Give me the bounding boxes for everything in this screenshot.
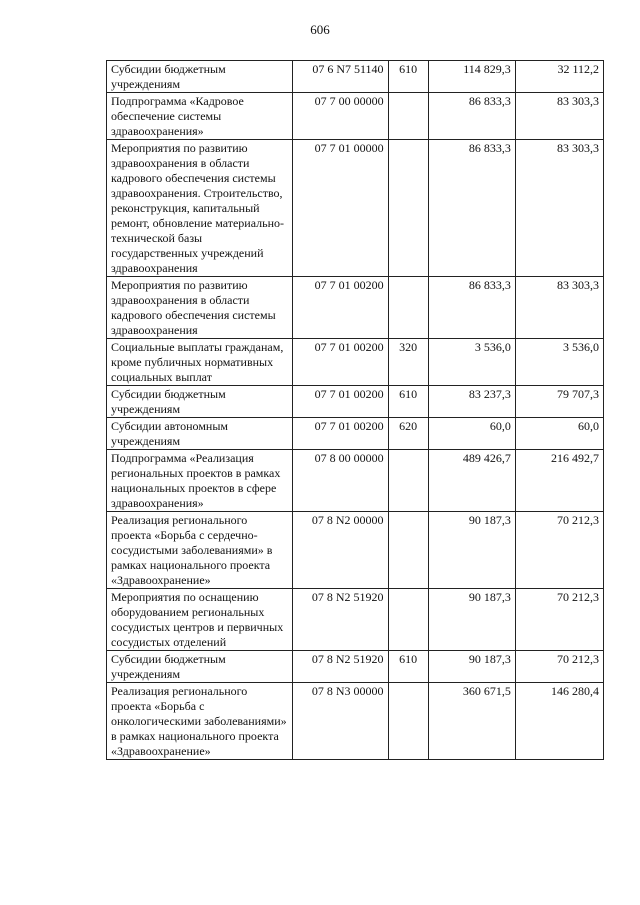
budget-table: [106, 60, 604, 760]
row-expense-type: [388, 140, 428, 277]
row-name: Подпрограмма «Кадровое обеспечение системы здравоохранения»: [107, 93, 293, 140]
row-amount-1: 3 536,0: [428, 339, 515, 386]
row-amount-2: 60,0: [515, 418, 603, 450]
row-amount-2: 146 280,4: [515, 683, 603, 760]
row-amount-2: 70 212,3: [515, 512, 603, 589]
row-name: Субсидии бюджетным учреждениям: [107, 386, 293, 418]
row-expense-type: [388, 589, 428, 651]
row-name: Мероприятия по развитию здравоохранения в области кадрового обеспечения системы здравоохранения: [107, 277, 293, 339]
row-name: Субсидии автономным учреждениям: [107, 418, 293, 450]
row-code: 07 7 00 00000: [293, 93, 388, 140]
table-row: [107, 339, 604, 386]
page-number: 606: [310, 22, 330, 37]
row-expense-type: [388, 450, 428, 512]
row-amount-1: 489 426,7: [428, 450, 515, 512]
table-row: [107, 61, 604, 93]
row-amount-2: 70 212,3: [515, 589, 603, 651]
row-amount-1: 360 671,5: [428, 683, 515, 760]
table-row: [107, 683, 604, 760]
table-row: [107, 512, 604, 589]
row-code: 07 8 N2 51920: [293, 589, 388, 651]
row-code: 07 7 01 00200: [293, 339, 388, 386]
row-code: 07 8 00 00000: [293, 450, 388, 512]
row-amount-2: 3 536,0: [515, 339, 603, 386]
row-amount-1: 90 187,3: [428, 589, 515, 651]
row-name: Реализация регионального проекта «Борьба с сердечно-сосудистыми заболеваниями» в рамках национального проекта «Здравоохранение»: [107, 512, 293, 589]
row-amount-2: 216 492,7: [515, 450, 603, 512]
row-expense-type: 620: [388, 418, 428, 450]
table-row: [107, 93, 604, 140]
row-code: 07 8 N2 00000: [293, 512, 388, 589]
table-row: [107, 386, 604, 418]
row-expense-type: 320: [388, 339, 428, 386]
row-code: 07 8 N3 00000: [293, 683, 388, 760]
row-amount-1: 114 829,3: [428, 61, 515, 93]
row-amount-1: 86 833,3: [428, 277, 515, 339]
row-amount-1: 60,0: [428, 418, 515, 450]
row-amount-2: 32 112,2: [515, 61, 603, 93]
row-code: 07 8 N2 51920: [293, 651, 388, 683]
row-name: Мероприятия по развитию здравоохранения в области кадрового обеспечения системы здравоохранения. Строительство, реконструкция, капитальный ремонт, обновление материально-технической базы государственных учреждений здравоохранения: [107, 140, 293, 277]
row-expense-type: [388, 93, 428, 140]
row-amount-2: 70 212,3: [515, 651, 603, 683]
row-amount-2: 79 707,3: [515, 386, 603, 418]
table-row: [107, 651, 604, 683]
row-amount-2: 83 303,3: [515, 140, 603, 277]
row-name: Реализация регионального проекта «Борьба с онкологическими заболеваниями» в рамках национального проекта «Здравоохранение»: [107, 683, 293, 760]
row-name: Субсидии бюджетным учреждениям: [107, 61, 293, 93]
row-code: 07 7 01 00200: [293, 418, 388, 450]
row-expense-type: 610: [388, 386, 428, 418]
row-name: Субсидии бюджетным учреждениям: [107, 651, 293, 683]
row-amount-1: 83 237,3: [428, 386, 515, 418]
row-amount-1: 86 833,3: [428, 140, 515, 277]
row-expense-type: 610: [388, 651, 428, 683]
table-row: [107, 277, 604, 339]
row-name: Подпрограмма «Реализация региональных проектов в рамках национальных проектов в сфере здравоохранения»: [107, 450, 293, 512]
row-expense-type: 610: [388, 61, 428, 93]
row-expense-type: [388, 683, 428, 760]
row-amount-1: 90 187,3: [428, 512, 515, 589]
row-code: 07 7 01 00200: [293, 386, 388, 418]
row-expense-type: [388, 277, 428, 339]
row-expense-type: [388, 512, 428, 589]
row-amount-2: 83 303,3: [515, 277, 603, 339]
row-amount-2: 83 303,3: [515, 93, 603, 140]
table-row: [107, 589, 604, 651]
row-code: 07 7 01 00000: [293, 140, 388, 277]
row-code: 07 6 N7 51140: [293, 61, 388, 93]
table-row: [107, 418, 604, 450]
table-row: [107, 450, 604, 512]
row-amount-1: 86 833,3: [428, 93, 515, 140]
row-code: 07 7 01 00200: [293, 277, 388, 339]
row-amount-1: 90 187,3: [428, 651, 515, 683]
row-name: Социальные выплаты гражданам, кроме публичных нормативных социальных выплат: [107, 339, 293, 386]
table-row: [107, 140, 604, 277]
row-name: Мероприятия по оснащению оборудованием региональных сосудистых центров и первичных сосудистых отделений: [107, 589, 293, 651]
